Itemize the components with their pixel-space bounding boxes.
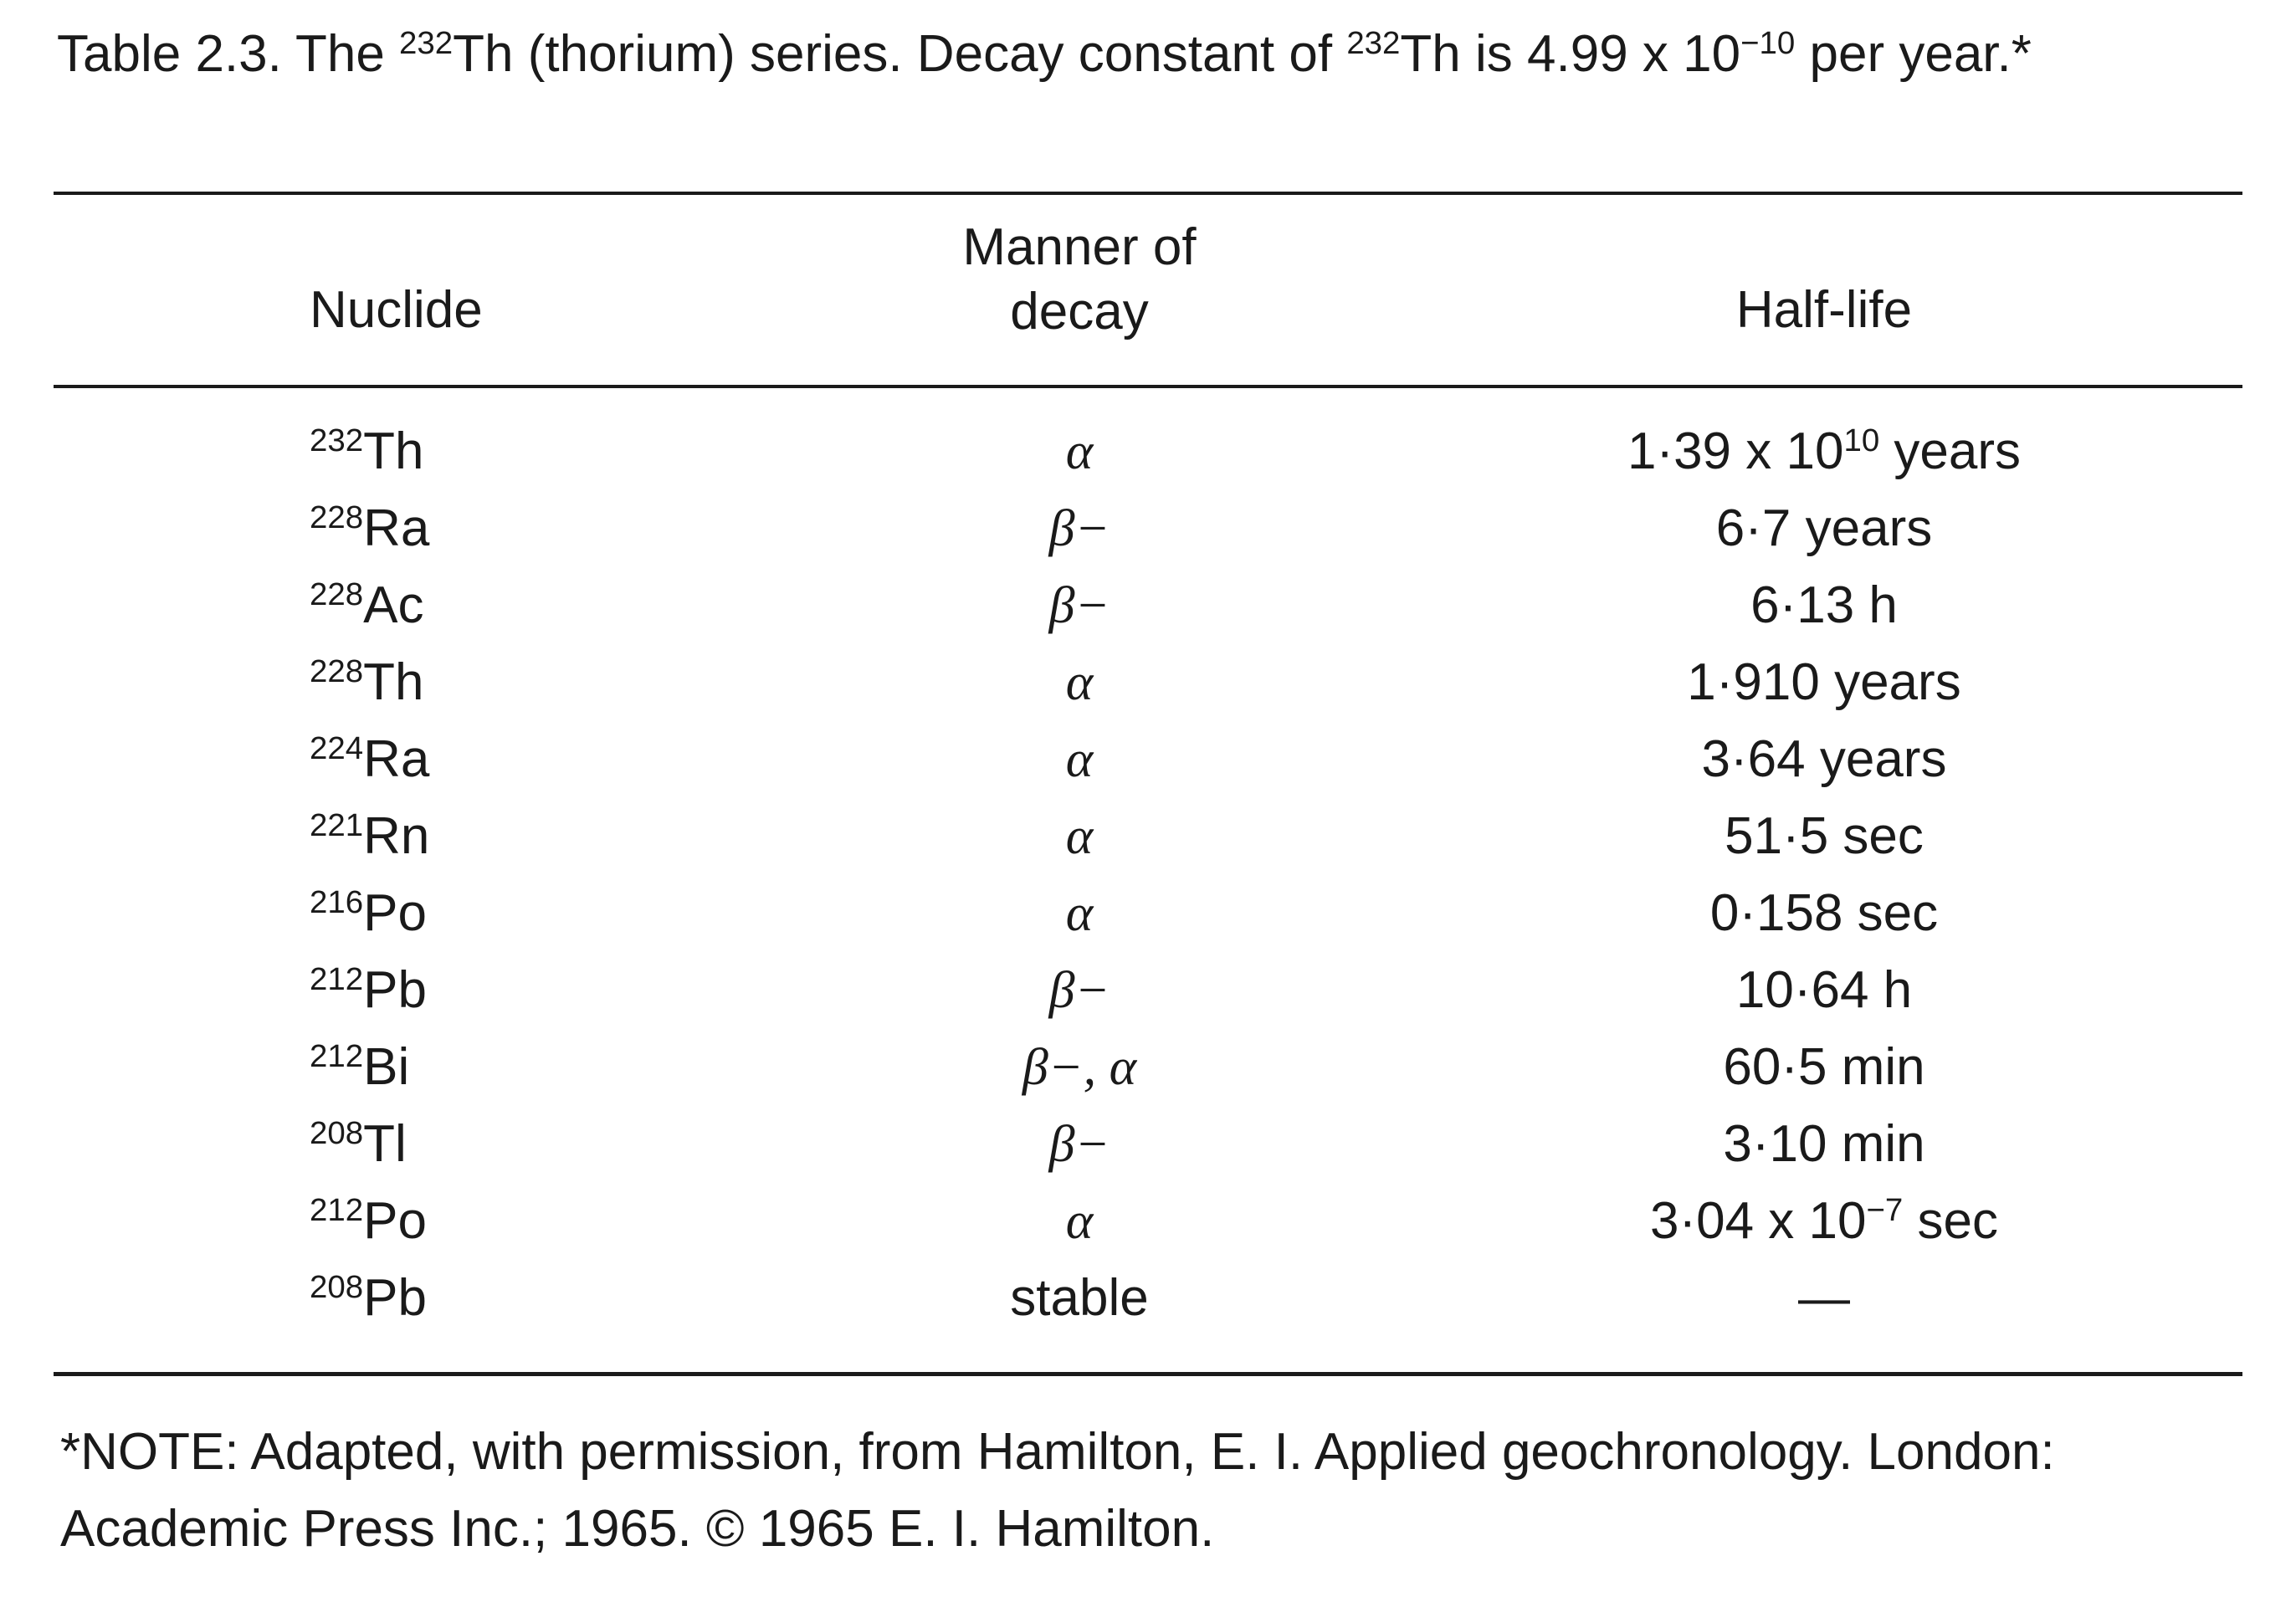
half-life-value: 6·7 years [1715,499,1933,557]
table-row [0,798,2296,875]
half-life-value: 10·64 h [1735,961,1913,1019]
half-life-value: 0·158 sec [1709,884,1939,942]
element-symbol: Tl [363,1115,407,1173]
mass-number: 228 [310,653,364,689]
nuclide-cell [310,567,423,644]
table-row [0,1183,2296,1260]
caption-middle: Th (thorium) series. Decay constant of [453,25,1347,83]
half-life-exponent: 10 [1843,422,1880,458]
nuclide-cell [310,1260,427,1337]
table-row [0,1106,2296,1183]
table-caption [57,23,2032,85]
mass-number: 224 [310,729,364,766]
nuclide-cell [310,644,423,721]
element-symbol: Po [363,884,427,942]
element-symbol: Th [363,422,424,480]
half-life-cell [1489,952,2159,1029]
half-life-value: 60·5 min [1723,1038,1925,1096]
decay-mode-cell: β−, α [1022,1039,1137,1096]
table-row [0,952,2296,1029]
table-body [0,413,2296,1337]
element-symbol: Ra [363,730,430,788]
half-life-exponent: −7 [1866,1191,1904,1228]
mass-number: 232 [310,422,364,458]
decay-mode-cell: β− [1048,1116,1110,1173]
half-life-value: 3·64 years [1701,730,1947,788]
header-decay-line-1: Manner of [962,218,1197,276]
nuclide-cell [310,413,423,490]
footnote-line-1: *NOTE: Adapted, with permission, from Hamilton, E. I. Applied geochronology. London: [60,1423,2055,1481]
nuclide-cell [310,875,427,952]
element-symbol: Pb [363,961,427,1019]
half-life-cell [1489,721,2159,798]
table-row [0,875,2296,952]
half-life-cell [1489,413,2159,490]
half-life-value: — [1798,1269,1850,1327]
table-row [0,413,2296,490]
table-row [0,567,2296,644]
half-life-unit: years [1879,422,2022,480]
nuclide-cell [310,1183,427,1260]
top-rule [54,192,2242,195]
mass-number: 228 [310,576,364,612]
half-life-value: 1·910 years [1687,653,1961,711]
nuclide-cell [310,490,429,567]
decay-mode-cell: β− [1048,577,1110,634]
nuclide-cell [310,952,427,1029]
table-row [0,1029,2296,1106]
half-life-value: 3·10 min [1723,1115,1925,1173]
nuclide-cell [310,1106,407,1183]
header-rule [54,385,2242,388]
caption-decay-constant: Th is 4.99 x 10 [1400,25,1741,83]
header-manner-of-decay [912,216,1247,345]
nuclide-cell [310,798,429,875]
element-symbol: Ra [363,499,430,557]
mass-number: 216 [310,883,364,920]
element-symbol: Rn [363,807,430,865]
mass-number: 208 [310,1114,364,1151]
half-life-cell [1489,1106,2159,1183]
half-life-cell [1489,1183,2159,1260]
mass-number: 208 [310,1268,364,1305]
table-row [0,721,2296,798]
element-symbol: Ac [363,576,424,634]
decay-mode-cell: α [1065,423,1094,480]
half-life-value: 1·39 x 10 [1627,422,1844,480]
caption-mass-number: 232 [399,24,454,61]
header-half-life: Half-life [1735,281,1913,339]
half-life-value: 6·13 h [1750,576,1898,634]
decay-mode-cell: α [1065,885,1094,942]
half-life-value: 51·5 sec [1725,807,1924,865]
mass-number: 212 [310,1191,364,1228]
caption-prefix: Table 2.3. The [57,25,400,83]
caption-mass-number-2: 232 [1346,24,1401,61]
header-nuclide: Nuclide [310,281,483,339]
half-life-cell [1489,644,2159,721]
element-symbol: Pb [363,1269,427,1327]
half-life-cell [1489,490,2159,567]
nuclide-cell [310,721,429,798]
half-life-cell [1489,1260,2159,1337]
mass-number: 212 [310,960,364,997]
half-life-cell [1489,875,2159,952]
footnote [60,1414,2252,1568]
mass-number: 228 [310,499,364,535]
table-row [0,1260,2296,1337]
mass-number: 221 [310,806,364,843]
half-life-value: 3·04 x 10 [1649,1192,1867,1250]
decay-mode-cell: α [1065,808,1094,865]
decay-mode-cell: stable [1010,1269,1149,1327]
element-symbol: Bi [363,1038,410,1096]
bottom-rule [54,1372,2242,1376]
header-decay-line-2: decay [1010,282,1149,340]
caption-suffix: per year.* [1795,25,2032,83]
nuclide-cell [310,1029,409,1106]
table-row [0,490,2296,567]
half-life-cell [1489,798,2159,875]
footnote-line-2: Academic Press Inc.; 1965. © 1965 E. I. Hamilton. [60,1500,1215,1558]
half-life-cell [1489,567,2159,644]
mass-number: 212 [310,1037,364,1074]
table-row [0,644,2296,721]
half-life-cell [1489,1029,2159,1106]
caption-exponent: −10 [1740,24,1796,61]
element-symbol: Po [363,1192,427,1250]
element-symbol: Th [363,653,424,711]
decay-mode-cell: β− [1048,962,1110,1019]
half-life-unit: sec [1903,1192,1999,1250]
decay-mode-cell: α [1065,731,1094,788]
decay-mode-cell: β− [1048,500,1110,557]
decay-mode-cell: α [1065,1193,1094,1250]
decay-mode-cell: α [1065,654,1094,711]
